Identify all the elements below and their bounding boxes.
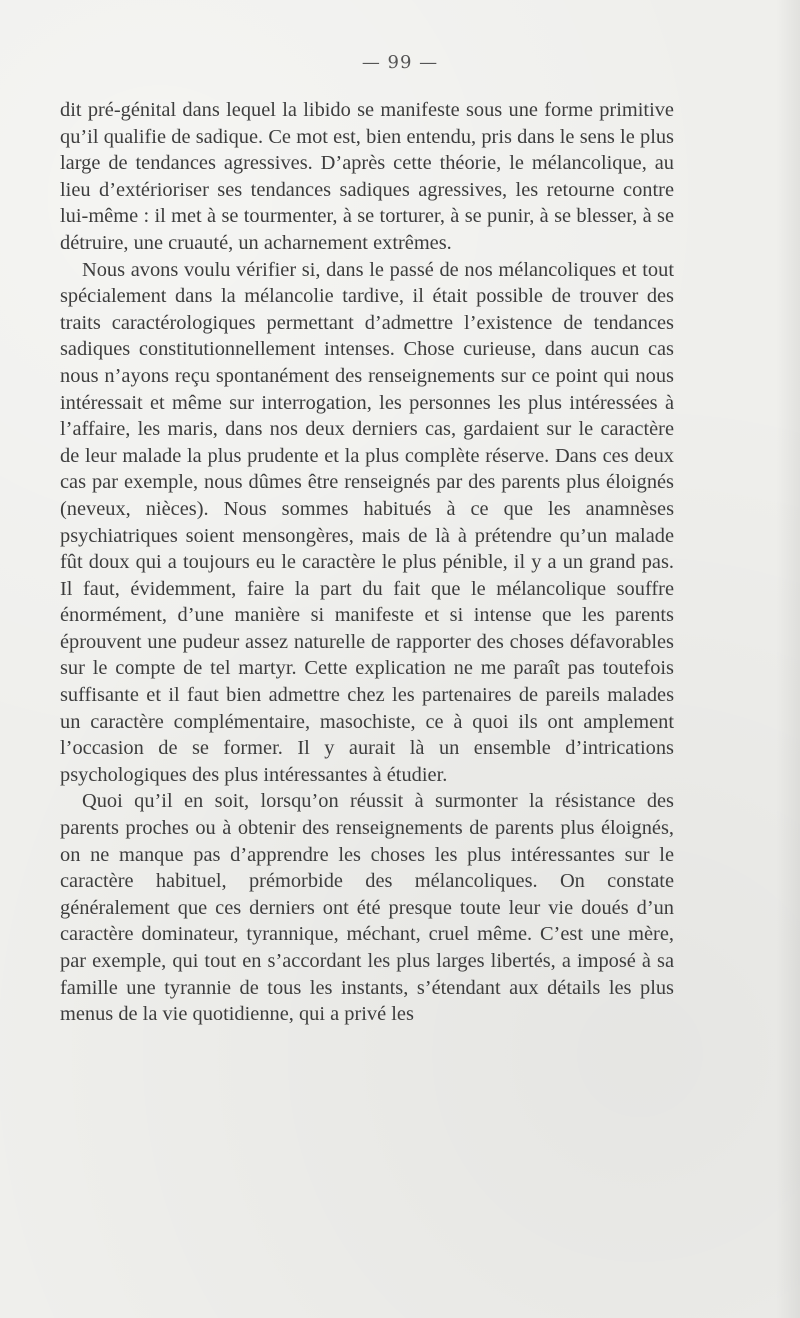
paragraph-1: dit pré-génital dans lequel la libido se manifeste sous une forme primitive qu’il qualifie de sadique. Ce mot est, bien entendu, pris dans le sens le plus large de tendances agressives. D’après cette théorie, le mélancolique, au lieu d’extérioriser ses tendances sadiques agressives, les retourne contre lui-même : il met à se tourmenter, à se torturer, à se punir, à se blesser, à se détruire, une cruauté, un acharnement extrêmes. [60,99,674,254]
paragraph-3: Quoi qu’il en soit, lorsqu’on réussit à surmonter la résistance des parents proches ou à obtenir des renseignements de parents plus éloignés, on ne manque pas d’apprendre les choses les plus intéressantes sur le caractère habituel, prémorbide des mélancoliques. On constate généralement que ces derniers ont été presque toute leur vie doués d’un caractère dominateur, tyrannique, méchant, cruel même. C’est une mère, par exemple, qui tout en s’accordant les plus larges libertés, a imposé à sa famille une tyrannie de tous les instants, s’étendant aux détails les plus menus de la vie quotidienne, qui a privé les [60,790,674,1026]
paragraph-2: Nous avons voulu vérifier si, dans le passé de nos mélancoliques et tout spécialement dans la mélancolie tardive, il était possible de trouver des traits caractérologiques permettant d’admettre l’existence de tendances sadiques constitutionnellement intenses. Chose curieuse, dans aucun cas nous n’ayons reçu spontanément des renseignements sur ce point qui nous intéressait et même sur interrogation, les personnes les plus intéressées à l’affaire, les maris, dans nos deux derniers cas, gardaient sur le caractère de leur malade la plus prudente et la plus complète réserve. Dans ces deux cas par exemple, nous dûmes être renseignés par des parents plus éloignés (neveux, nièces). Nous sommes habitués à ce que les anamnèses psychiatriques soient mensongères, mais de là à prétendre qu’un malade fût doux qui a toujours eu le caractère le plus pénible, il y a un grand pas. Il faut, évidemment, faire la part du fait que le mélancolique souffre énormément, d’une manière si manifeste et si intense que les parents éprouvent une pudeur assez naturelle de rapporter des choses défavorables sur le compte de tel martyr. Cette explication ne me paraît pas toutefois suffisante et il faut bien admettre chez les partenaires de pareils malades un caractère complémentaire, masochiste, ce à quoi ils ont amplement l’occasion de se former. Il y aurait là un ensemble d’intrications psychologiques des plus intéressantes à étudier. [60,258,674,786]
page-number: — 99 — [361,52,439,73]
body-text [60,97,674,1028]
page-edge-shadow [776,0,800,1318]
